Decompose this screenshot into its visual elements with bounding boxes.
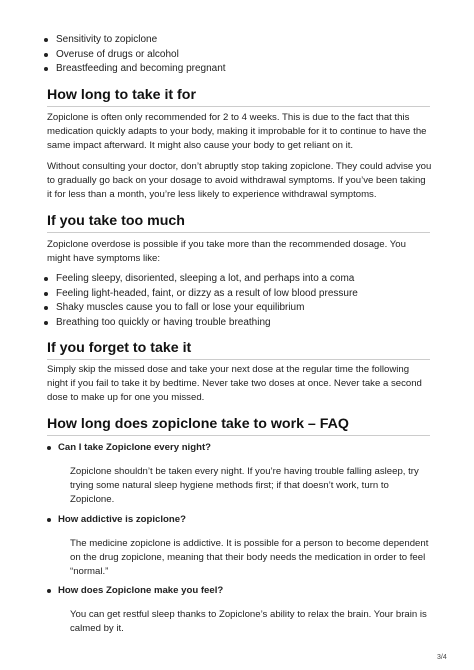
paragraph: Zopiclone overdose is possible if you take more than the recommended dosage. You might have symptoms like: — [47, 239, 406, 264]
section-divider — [47, 435, 430, 436]
heading-too-much: If you take too much — [47, 213, 185, 229]
list-item: Feeling light-headed, faint, or dizzy as a result of low blood pressure — [56, 287, 358, 302]
list-item: Feeling sleepy, disoriented, sleeping a lot, and perhaps into a coma — [56, 272, 358, 287]
list-item: Breathing too quickly or having trouble breathing — [56, 316, 358, 331]
section-divider — [47, 359, 430, 360]
faq-answer: You can get restful sleep thanks to Zopiclone’s ability to relax the brain. Your brain is calmed by it. — [70, 609, 427, 634]
risk-factors-list — [56, 33, 226, 77]
section-divider — [47, 232, 430, 233]
list-item: Sensitivity to zopiclone — [56, 33, 226, 48]
faq-question: Can I take Zopiclone every night? — [58, 442, 211, 453]
faq-question: How does Zopiclone make you feel? — [58, 585, 224, 596]
list-item: Overuse of drugs or alcohol — [56, 48, 226, 63]
faq-answer: The medicine zopiclone is addictive. It is possible for a person to become dependent on the drug zopiclone, meaning that their body needs the medication in order to feel “normal.” — [70, 538, 429, 577]
section-divider — [47, 106, 430, 107]
page-number: 3/4 — [437, 654, 447, 661]
list-item: Shaky muscles cause you to fall or lose your equilibrium — [56, 301, 358, 316]
paragraph: Zopiclone is often only recommended for 2 to 4 weeks. This is due to the fact that this medication quickly adapts to your body, making it improbable for it to continue to have the same impact afterward. It might also cause your body to get reliant on it. — [47, 112, 427, 151]
heading-faq: How long does zopiclone take to work – FAQ — [47, 416, 349, 432]
faq-answer: Zopiclone shouldn’t be taken every night. If you’re having trouble falling asleep, try trying some natural sleep hygiene methods first; if that doesn’t work, turn to Zopiclone. — [70, 466, 419, 505]
faq-question: How addictive is zopiclone? — [58, 514, 186, 525]
heading-forget: If you forget to take it — [47, 340, 192, 356]
heading-how-long: How long to take it for — [47, 87, 196, 103]
paragraph: Without consulting your doctor, don’t abruptly stop taking zopiclone. They could advise you to gradually go back on your dosage to avoid withdrawal symptoms. If you’ve been taking it for less than a month, you’re less likely to experience withdrawal symptoms. — [47, 161, 432, 200]
paragraph: Simply skip the missed dose and take your next dose at the regular time the following night if you fail to take it by bedtime. Never take two doses at once. Never take a second dose to make up for one you missed. — [47, 364, 422, 403]
symptoms-list — [56, 272, 358, 330]
list-item: Breastfeeding and becoming pregnant — [56, 62, 226, 77]
